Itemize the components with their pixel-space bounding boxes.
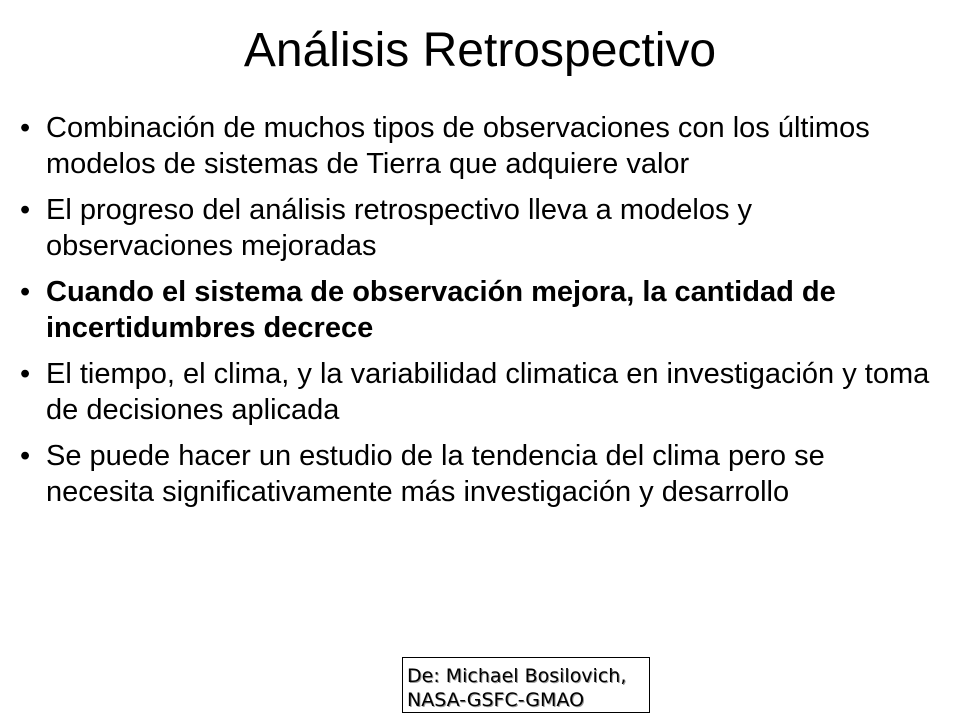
bullet-marker: • [20,440,31,472]
bullet-item [20,356,940,428]
bullet-list [20,110,940,520]
bullet-marker: • [20,358,31,390]
bullet-text: Cuando el sistema de observación mejora, la cantidad de incertidumbres decrece [46,276,836,344]
bullet-text: Combinación de muchos tipos de observaciones con los últimos modelos de sistemas de Tierra que adquiere valor [46,112,870,180]
bullet-item [20,192,940,264]
bullet-text: El progreso del análisis retrospectivo lleva a modelos y observaciones mejoradas [46,194,753,262]
bullet-item [20,110,940,182]
bullet-marker: • [20,194,31,226]
bullet-text: Se puede hacer un estudio de la tendencia del clima pero se necesita significativamente más investigación y desarrollo [46,440,825,508]
bullet-item-emphasized [20,274,940,346]
slide-title: Análisis Retrospectivo [243,24,717,77]
credit-text: De: Michael Bosilovich, NASA-GSFC-GMAO [407,665,627,711]
bullet-item [20,438,940,510]
bullet-marker: • [20,112,31,144]
bullet-marker: • [20,276,31,308]
credit-box [402,657,650,713]
bullet-text: El tiempo, el clima, y la variabilidad climatica en investigación y toma de decisiones aplicada [46,358,930,426]
